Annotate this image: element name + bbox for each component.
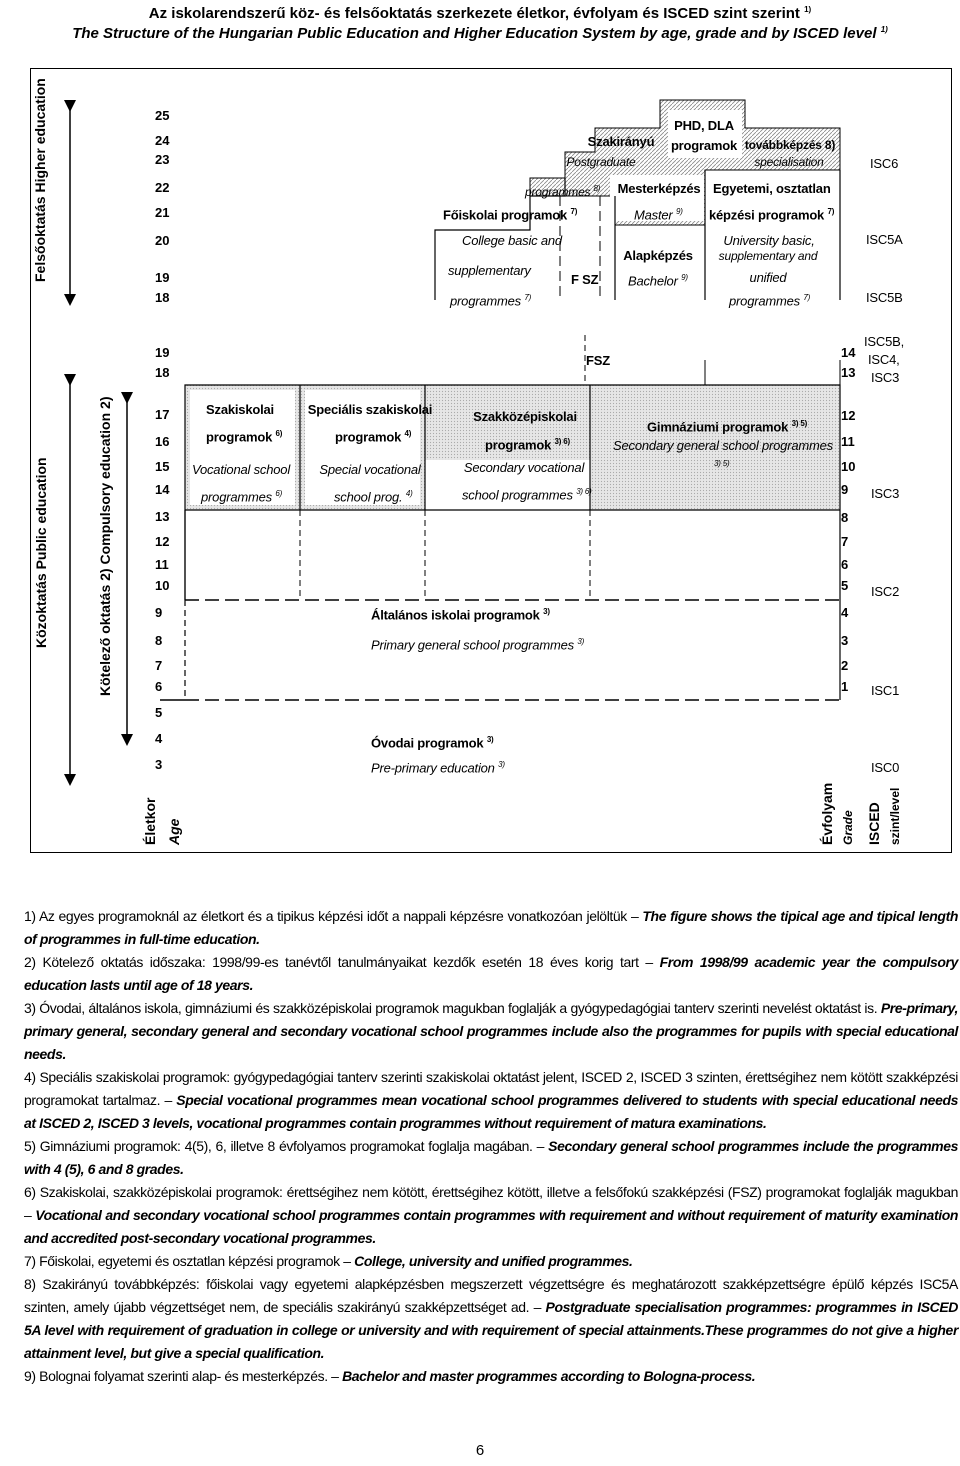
programmes-7-label: programmes $^{7)}$ — [450, 293, 532, 309]
secondary-general-label: Secondary general school programmes — [613, 438, 833, 453]
footnote-hu: 5) Gimnáziumi programok: 4(5), 6, illetve 8 évfolyamos programokat foglalja magában. – — [24, 1138, 549, 1154]
label-compulsory: Kötelező oktatás 2) Compulsory education 2) — [97, 396, 113, 696]
secondary-vocational-label: Secondary vocational — [463, 460, 585, 475]
isced-5b-2: ISC5B, — [864, 334, 904, 349]
age-label: 10 — [155, 578, 170, 593]
footnote-en: Bachelor and master programmes according to Bologna-process. — [342, 1368, 756, 1384]
grade-label: 7 — [841, 534, 849, 549]
age-label: 15 — [155, 459, 170, 474]
age-label: 22 — [155, 180, 170, 195]
szakiskolai-programok: programok $^{6)}$ — [206, 429, 283, 445]
label-higher: Felsőoktatás Higher education — [32, 78, 48, 282]
fsz-label: F SZ — [571, 272, 599, 287]
footnote-3 — [24, 997, 958, 1066]
footnote-en: The figure shows the tipical age and tipical length of programmes in full-time education. — [24, 908, 959, 947]
grade-label: 8 — [841, 510, 849, 525]
postgraduate-label: Postgraduate — [566, 155, 636, 169]
footnote-en: Vocational and secondary vocational school programmes contain programmes with requirement and without requirement of maturity examination and accredited post-secondary vocational programmes. — [24, 1207, 958, 1246]
mester-label: Mesterképzés — [617, 181, 701, 196]
label-age-hu: Életkor — [142, 797, 158, 845]
footnote-hu: 4) Speciális szakiskolai programok: gyógypedagógiai tanterv szerinti szakiskolai oktatást jelent, ISCED 2, ISCED 3 szinten, érettségihez nem kötött szakképzési programokat tartalmaz. – — [24, 1069, 958, 1108]
age-label: 21 — [155, 205, 170, 220]
age-label: 14 — [155, 482, 170, 497]
age-label: 20 — [155, 233, 170, 248]
grade-label: 1 — [841, 679, 849, 694]
footnote-hu: 8) Szakirányú továbbképzés: főiskolai vagy egyetemi alapképzésben megszerzett végzettségre és meghatározott szakképzettségre épülő képzés ISC5A szinten, amely újabb végzettséget nem, de speciális szakirányú szakképzettséget ad. – — [24, 1276, 958, 1315]
kepzesi-label: képzési programok $^{7)}$ — [709, 207, 835, 223]
gimn-note-ref: 3) 5) — [714, 459, 730, 468]
age-label: 6 — [155, 679, 163, 694]
age-label: 8 — [155, 633, 163, 648]
footnote-en: Postgraduate specialisation programmes: programmes in ISCED 5A level with requirement of graduation in college or university and with requirement of special attainments.These programmes do not give a higher attainment level, but give a special qualification. — [24, 1299, 958, 1361]
secondary-vocational-programmes: school programmes $^{3) 6)}$ — [462, 487, 592, 503]
grade-label: 14 — [841, 345, 856, 360]
isced-5b: ISC5B — [866, 290, 903, 305]
szakkozep-label: Szakközépiskolai — [473, 409, 577, 424]
grade-label: 13 — [841, 365, 856, 380]
age-label: 18 — [155, 365, 170, 380]
grade-label: 5 — [841, 578, 849, 593]
footnote-en: From 1998/99 academic year the compulsory education lasts until age of 18 years. — [24, 954, 958, 993]
footnote-7 — [24, 1250, 958, 1273]
grade-label: 9 — [841, 482, 849, 497]
special-vocational-label: Special vocational — [319, 462, 421, 477]
tovabbkepzes-label: továbbképzés 8) — [744, 138, 836, 152]
footnote-hu: 1) Az egyes programoknál az életkort és a tipikus képzési időt a nappali képzésre vonatkozóan jelöltük – — [24, 908, 643, 924]
label-grade-hu: Évfolyam — [819, 782, 835, 845]
specialisation-label: specialisation — [754, 155, 824, 169]
age-label: 7 — [155, 658, 163, 673]
isced-2: ISC2 — [871, 584, 900, 599]
isced-1: ISC1 — [871, 683, 900, 698]
footnote-hu: 3) Óvodai, általános iskola, gimnáziumi és szakközépiskolai programok magukban foglalják a gyógypedagógiai tanterv szerinti nevelést oktatást is. — [24, 1000, 881, 1016]
grade-label: 12 — [841, 408, 856, 423]
footnote-1 — [24, 905, 958, 951]
isced-3: ISC3 — [871, 486, 900, 501]
footnote-2 — [24, 951, 958, 997]
szakiranyu-label: Szakirányú — [587, 134, 655, 149]
age-label: 17 — [155, 407, 170, 422]
foiskolai-label: Főiskolai programok $^{7)}$ — [443, 207, 578, 223]
special-school-prog: school prog. $^{4)}$ — [334, 489, 413, 505]
phd-programok: programok — [670, 138, 738, 153]
specialis-programok: programok $^{4)}$ — [335, 429, 412, 445]
age-label: 13 — [155, 509, 170, 524]
age-label: 12 — [155, 534, 170, 549]
age-label: 23 — [155, 152, 170, 167]
age-label: 9 — [155, 605, 163, 620]
age-label: 18 — [155, 290, 170, 305]
college-label: College basic and — [462, 233, 562, 248]
vocational-programmes: programmes $^{6)}$ — [201, 489, 283, 505]
isced-4: ISC4, — [868, 352, 900, 367]
specialis-label: Speciális szakiskolai — [307, 402, 433, 417]
university-label-3: unified — [749, 270, 787, 285]
footnote-hu: 6) Szakiskolai, szakközépiskolai programok: érettségihez nem kötött, érettségihez kötött, illetve a felsőfokú szakképzési (FSZ) programokat foglalják magukban – — [24, 1184, 958, 1223]
footnotes — [24, 905, 958, 1388]
vocational-label: Vocational school — [191, 462, 291, 477]
age-label: 11 — [155, 557, 169, 572]
preprimary-label: Pre-primary education $^{3)}$ — [371, 760, 505, 776]
footnote-en: Special vocational programmes mean vocational school programmes delivered to students with special educational needs at ISCED 2, ISCED 3 levels, vocational programmes contain programmes without requirement of matura examinations. — [24, 1092, 958, 1131]
ovodai-label: Óvodai programok $^{3)}$ — [371, 735, 494, 751]
altalanos-label: Általános iskolai programok $^{3)}$ — [371, 607, 550, 623]
isced-3a: ISC3 — [871, 370, 900, 385]
title-en: The Structure of the Hungarian Public Education and Higher Education System by age, grade and by ISCED level $^{1)}$ — [72, 25, 888, 42]
footnote-hu: 9) Bolognai folyamat szerinti alap- és mesterképzés. – — [24, 1368, 343, 1384]
isced-5a: ISC5A — [866, 232, 903, 247]
age-label: 5 — [155, 705, 163, 720]
grade-label: 2 — [841, 658, 849, 673]
footnote-hu: 7) Főiskolai, egyetemi és osztatlan képzési programok – — [24, 1253, 355, 1269]
footnote-hu: 2) Kötelező oktatás időszaka: 1998/99-es tanévtől tanulmányaikat kezdők esetén 18 éves korig tart – — [24, 954, 660, 970]
university-label-2: supplementary and — [718, 249, 818, 263]
egyetemi-label: Egyetemi, osztatlan — [713, 181, 831, 196]
footnote-en: Pre-primary, primary general, secondary general and secondary vocational school programmes include also the programmes for pupils with special educational needs. — [24, 1000, 958, 1062]
university-label-4: programmes $^{7)}$ — [729, 293, 811, 309]
isced-6: ISC6 — [870, 156, 899, 171]
age-label: 19 — [155, 270, 170, 285]
label-grade-en: Grade — [841, 810, 855, 845]
label-isced-hu: ISCED — [866, 802, 882, 845]
age-label: 16 — [155, 434, 170, 449]
szakiskolai-label: Szakiskolai — [206, 402, 274, 417]
page-number: 6 — [475, 1442, 485, 1459]
age-label: 4 — [155, 731, 163, 746]
alapkepzes-label: Alapképzés — [623, 248, 693, 263]
grade-label: 4 — [841, 605, 849, 620]
footnote-4 — [24, 1066, 958, 1135]
age-label: 3 — [155, 757, 163, 772]
label-public: Közoktatás Public education — [33, 457, 49, 648]
footnote-8 — [24, 1273, 958, 1365]
footnote-9 — [24, 1365, 958, 1388]
szakkozep-programok: programok $^{3) 6)}$ — [485, 437, 570, 453]
isced-0: ISC0 — [871, 760, 900, 775]
gimnaziumi-label: Gimnáziumi programok $^{3) 5)}$ — [647, 419, 808, 435]
title-hu: Az iskolarendszerű köz- és felsőoktatás szerkezete életkor, évfolyam és ISCED szint szerint $^{1)}$ — [148, 5, 812, 22]
phd-label: PHD, DLA — [674, 118, 734, 133]
grade-label: 11 — [841, 434, 855, 449]
label-age-en: Age — [166, 818, 182, 845]
grade-label: 3 — [841, 633, 849, 648]
footnote-5 — [24, 1135, 958, 1181]
footnote-en: College, university and unified programmes. — [354, 1253, 633, 1269]
primary-label: Primary general school programmes $^{3)}$ — [371, 637, 585, 653]
bachelor-label: Bachelor $^{9)}$ — [628, 273, 688, 289]
footnote-en: Secondary general school programmes include the programmes with 4 (5), 6 and 8 grades. — [24, 1138, 958, 1177]
master-label: Master $^{9)}$ — [634, 207, 683, 223]
university-label-1: University basic, — [723, 233, 815, 248]
fsz-label-2: FSZ — [586, 353, 610, 368]
supplementary-label: supplementary — [448, 263, 531, 278]
grade-label: 6 — [841, 557, 849, 572]
age-label: 19 — [155, 345, 170, 360]
programmes-8-label: programmes $^{8)}$ — [525, 184, 601, 199]
age-label: 25 — [155, 108, 170, 123]
label-isced-en: szint/level — [888, 787, 902, 845]
grade-label: 10 — [841, 459, 856, 474]
footnote-6 — [24, 1181, 958, 1250]
age-label: 24 — [155, 133, 170, 148]
